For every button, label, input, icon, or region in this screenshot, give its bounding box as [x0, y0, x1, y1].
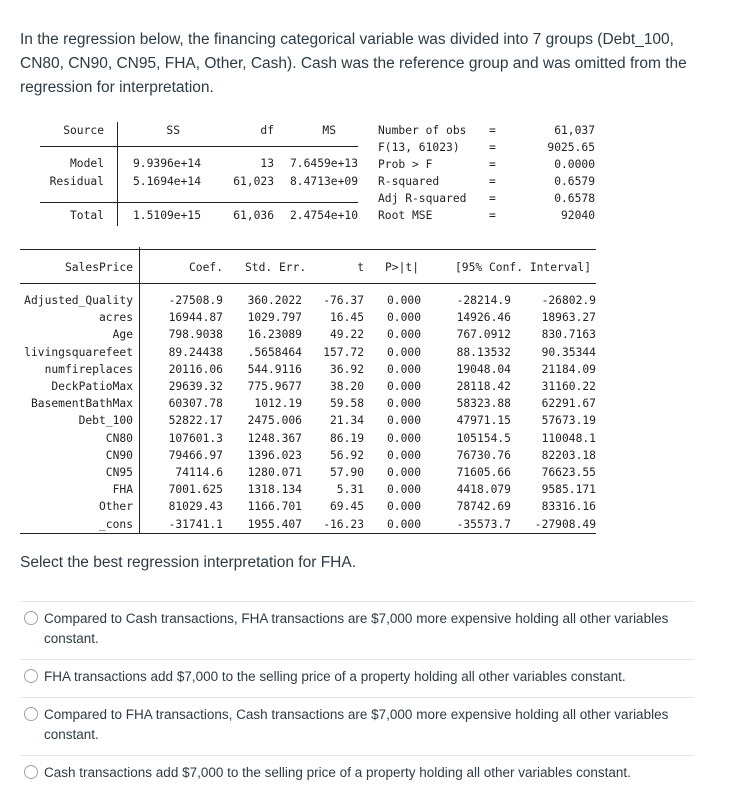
coef-cell-ci-upper: 57673.19: [541, 414, 596, 428]
coef-cell-p: 0.000: [386, 500, 421, 514]
answer-option-label: Cash transactions add $7,000 to the selling price of a property holding all other variables constant.: [44, 765, 631, 780]
coef-top-rule: [20, 249, 596, 250]
anova-row-source: Total: [69, 209, 104, 222]
coef-cell-p: 0.000: [386, 294, 421, 307]
coef-header-var: SalesPrice: [64, 261, 133, 274]
coef-cell-var: Debt_100: [78, 414, 133, 428]
radio-button[interactable]: [24, 669, 38, 683]
option-divider: [20, 659, 694, 660]
coef-cell-se: .5658464: [247, 345, 302, 359]
coef-header-rule: [20, 283, 596, 284]
coef-cell-ci-lower: 88.13532: [456, 345, 511, 359]
anova-header-source: Source: [63, 124, 104, 137]
stat-eq: =: [489, 141, 496, 154]
stat-value: 0.0000: [554, 158, 595, 171]
coef-cell-ci-upper: 110048.1: [541, 431, 596, 445]
stat-label: F(13, 61023): [378, 141, 460, 154]
anova-total-rule: [40, 202, 358, 203]
coef-header-se: Std. Err.: [245, 261, 307, 274]
coef-cell-ci-lower: -28214.9: [456, 294, 511, 307]
coef-cell-ci-lower: 58323.88: [456, 397, 511, 411]
coef-cell-p: 0.000: [386, 380, 421, 393]
answer-option-1[interactable]: [24, 609, 684, 649]
coef-header-t: t: [357, 261, 364, 274]
coef-cell-t: 86.19: [329, 431, 364, 445]
coef-cell-se: 1396.023: [247, 448, 302, 462]
coef-cell-var: BasementBathMax: [30, 397, 133, 411]
coef-header-ci: [95% Conf. Interval]: [455, 261, 592, 274]
coef-cell-ci-upper: 82203.18: [541, 448, 596, 462]
anova-vertical-rule: [117, 122, 118, 226]
coef-cell-se: 1029.797: [247, 311, 302, 325]
coef-cell-ci-lower: 76730.76: [456, 448, 511, 462]
coef-cell-ci-upper: -27908.49: [534, 517, 596, 531]
stat-eq: =: [489, 209, 496, 222]
anova-row-ss: 1.5109e+15: [133, 209, 202, 222]
coef-cell-p: 0.000: [386, 448, 421, 462]
coef-cell-se: 544.9116: [247, 362, 302, 376]
answer-option-4[interactable]: [24, 763, 684, 783]
coef-cell-t: 49.22: [329, 328, 364, 342]
coef-cell-p: 0.000: [386, 345, 421, 359]
coef-cell-ci-upper: 9585.171: [541, 483, 596, 497]
answer-option-label: Compared to FHA transactions, Cash transactions are $7,000 more expensive holding all other variables constant.: [44, 707, 669, 742]
coef-cell-p: 0.000: [386, 362, 421, 376]
stat-eq: =: [489, 192, 496, 205]
coef-cell-se: 1166.701: [247, 500, 302, 514]
radio-button[interactable]: [24, 765, 38, 779]
coef-cell-t: 59.58: [329, 397, 364, 411]
coef-cell-ci-upper: 830.7163: [541, 328, 596, 342]
coef-cell-t: 56.92: [329, 448, 364, 462]
coef-cell-coef: 89.24438: [168, 345, 223, 359]
coef-cell-var: DeckPatioMax: [51, 380, 133, 393]
coef-cell-ci-lower: 28118.42: [456, 380, 511, 393]
coef-cell-coef: 20116.06: [168, 362, 223, 376]
coef-cell-t: 38.20: [329, 380, 364, 393]
coef-cell-coef: 79466.97: [168, 448, 223, 462]
coef-cell-p: 0.000: [386, 311, 421, 325]
stat-eq: =: [489, 124, 496, 137]
coef-cell-ci-lower: -35573.7: [456, 517, 511, 531]
anova-row-ms: 7.6459e+13: [289, 157, 358, 170]
stat-label: R-squared: [378, 175, 440, 188]
coef-cell-coef: 81029.43: [168, 500, 223, 514]
coef-cell-coef: 107601.3: [168, 431, 223, 445]
coef-cell-ci-lower: 19048.04: [456, 362, 511, 376]
coef-cell-ci-lower: 78742.69: [456, 500, 511, 514]
coef-cell-ci-upper: 21184.09: [541, 362, 596, 376]
coef-cell-t: -76.37: [323, 294, 364, 307]
answer-option-2[interactable]: [24, 667, 684, 687]
anova-row-df: 61,036: [233, 209, 274, 222]
coef-cell-ci-lower: 767.0912: [456, 328, 511, 342]
coef-cell-ci-upper: 76623.55: [541, 466, 596, 479]
stat-label: Prob > F: [378, 158, 433, 171]
radio-button[interactable]: [24, 611, 38, 625]
coef-header-coef: Coef.: [188, 261, 223, 274]
coef-cell-t: 36.92: [329, 362, 364, 376]
answer-option-3[interactable]: [24, 705, 684, 745]
coef-cell-t: 5.31: [336, 483, 364, 497]
coef-cell-se: 360.2022: [247, 294, 302, 307]
anova-row-ss: 5.1694e+14: [133, 175, 202, 188]
coef-cell-p: 0.000: [386, 397, 421, 411]
coef-cell-t: 69.45: [329, 500, 364, 514]
coef-cell-ci-upper: 31160.22: [541, 380, 596, 393]
stat-value: 0.6578: [554, 192, 595, 205]
anova-row-df: 61,023: [233, 175, 274, 188]
coef-cell-var: _cons: [98, 517, 133, 531]
coef-cell-p: 0.000: [386, 466, 421, 479]
intro-text: In the regression below, the financing categorical variable was divided into 7 groups (Debt_100, CN80, CN90, CN95, FHA, Other, Cash). Cash was the reference group and was omitted from the regression for interpretation.: [20, 31, 687, 96]
coef-cell-coef: 798.9038: [168, 328, 223, 342]
coef-cell-ci-upper: 83316.16: [541, 500, 596, 514]
anova-row-df: 13: [260, 157, 274, 170]
coef-cell-var: livingsquarefeet: [24, 345, 133, 359]
coef-cell-se: 1248.367: [247, 431, 302, 445]
coef-cell-se: 775.9677: [247, 380, 302, 393]
coef-cell-ci-upper: -26802.9: [541, 294, 596, 307]
coef-cell-p: 0.000: [386, 483, 421, 497]
coef-cell-coef: -31741.1: [168, 517, 223, 531]
stat-value: 61,037: [554, 124, 595, 137]
radio-button[interactable]: [24, 707, 38, 721]
anova-header-rule: [40, 146, 358, 147]
coef-cell-coef: 52822.17: [168, 414, 223, 428]
coef-cell-var: numfireplaces: [44, 362, 133, 376]
coef-cell-t: -16.23: [323, 517, 364, 531]
anova-header-ss: SS: [166, 124, 180, 137]
stat-eq: =: [489, 158, 496, 171]
anova-header-ms: MS: [322, 124, 336, 137]
coef-cell-se: 2475.006: [247, 414, 302, 428]
coef-cell-ci-lower: 105154.5: [456, 431, 511, 445]
stat-eq: =: [489, 175, 496, 188]
coef-cell-coef: 60307.78: [168, 397, 223, 411]
coef-vertical-rule: [139, 247, 140, 534]
coef-header-p: P>|t|: [385, 261, 420, 274]
answer-option-label: Compared to Cash transactions, FHA transactions are $7,000 more expensive holding all other variables constant.: [44, 611, 669, 646]
coef-cell-ci-lower: 14926.46: [456, 311, 511, 325]
stat-value: 92040: [560, 209, 595, 222]
coef-cell-se: 1318.134: [247, 483, 302, 497]
coef-cell-var: FHA: [112, 483, 133, 497]
anova-header-df: df: [260, 124, 274, 137]
coef-cell-p: 0.000: [386, 517, 421, 531]
coef-cell-var: Other: [98, 500, 133, 514]
coef-cell-ci-upper: 90.35344: [541, 345, 596, 359]
coef-cell-t: 57.90: [329, 466, 364, 479]
coef-cell-ci-upper: 62291.67: [541, 397, 596, 411]
answer-option-label: FHA transactions add $7,000 to the selling price of a property holding all other variables constant.: [44, 669, 626, 684]
coef-cell-p: 0.000: [386, 431, 421, 445]
coef-bottom-rule: [20, 533, 596, 534]
stat-value: 9025.65: [547, 141, 595, 154]
coef-cell-coef: 16944.87: [168, 311, 223, 325]
stat-label: Adj R-squared: [378, 192, 467, 205]
coef-cell-coef: -27508.9: [168, 294, 223, 307]
coef-cell-se: 1012.19: [254, 397, 302, 411]
coef-cell-se: 1955.407: [247, 517, 302, 531]
option-divider: [20, 697, 694, 698]
anova-row-ss: 9.9396e+14: [133, 157, 202, 170]
stat-label: Root MSE: [378, 209, 433, 222]
coef-cell-var: Age: [112, 328, 133, 342]
coef-cell-se: 16.23089: [247, 328, 302, 342]
coef-cell-ci-upper: 18963.27: [541, 311, 596, 325]
coef-cell-p: 0.000: [386, 328, 421, 342]
coef-cell-ci-lower: 4418.079: [456, 483, 511, 497]
coef-cell-var: acres: [98, 311, 133, 325]
anova-row-source: Residual: [49, 175, 104, 188]
coef-cell-var: CN95: [105, 466, 133, 479]
coef-cell-ci-lower: 47971.15: [456, 414, 511, 428]
anova-row-ms: 2.4754e+10: [289, 209, 358, 222]
coef-cell-t: 21.34: [329, 414, 364, 428]
coef-cell-t: 16.45: [329, 311, 364, 325]
coef-cell-coef: 74114.6: [175, 466, 223, 479]
coef-cell-t: 157.72: [323, 345, 364, 359]
coef-cell-var: Adjusted_Quality: [24, 294, 133, 307]
coef-cell-coef: 7001.625: [168, 483, 223, 497]
anova-row-ms: 8.4713e+09: [289, 175, 358, 188]
option-divider: [20, 601, 694, 602]
coef-cell-var: CN90: [105, 448, 133, 462]
option-divider: [20, 755, 694, 756]
coef-cell-var: CN80: [105, 431, 133, 445]
question-text: Select the best regression interpretation for FHA.: [20, 554, 356, 571]
coef-cell-coef: 29639.32: [168, 380, 223, 393]
stat-label: Number of obs: [378, 124, 467, 137]
coef-cell-se: 1280.071: [247, 466, 302, 479]
coef-cell-p: 0.000: [386, 414, 421, 428]
coef-cell-ci-lower: 71605.66: [456, 466, 511, 479]
stat-value: 0.6579: [554, 175, 595, 188]
anova-row-source: Model: [69, 157, 104, 170]
